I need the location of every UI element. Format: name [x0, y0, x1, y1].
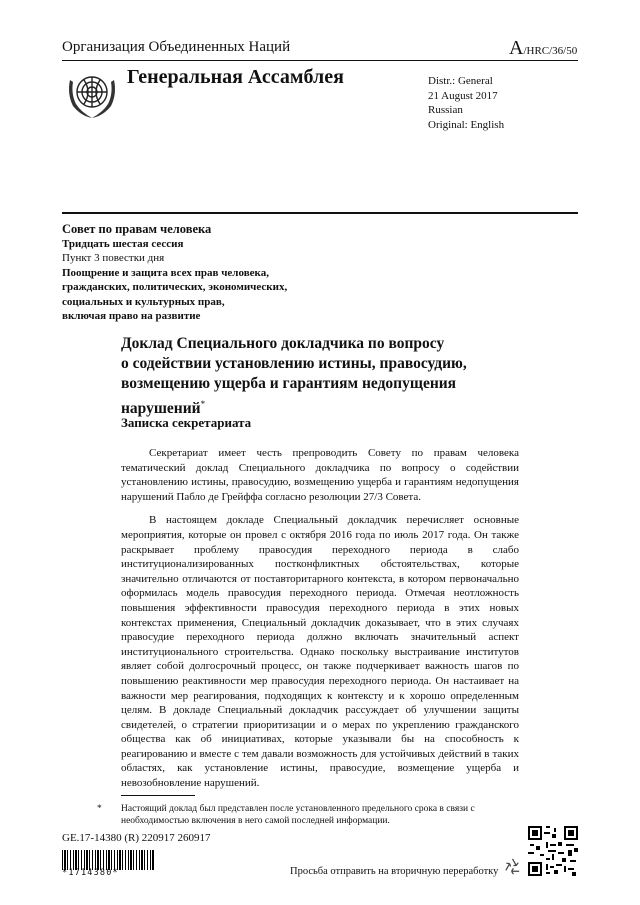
header-rule: [62, 60, 578, 61]
agenda-topic-line: гражданских, политических, экономических,: [62, 281, 288, 293]
qr-code-icon: [528, 826, 578, 876]
un-emblem-icon: [64, 66, 120, 122]
agenda-topic-line: Поощрение и защита всех прав человека,: [62, 266, 269, 279]
agenda-topic-line: включая право на развитие: [62, 310, 201, 322]
footnote-rule: [121, 795, 195, 796]
footnote-marker: *: [200, 399, 206, 409]
job-number: GE.17-14380 (R) 220917 260917: [62, 832, 211, 844]
footnote-marker: *: [97, 804, 102, 814]
body-text: [121, 446, 519, 800]
body-paragraph: Секретариат имеет честь препроводить Совету по правам человека тематический доклад Специального докладчика по вопросу о содействии установлению истины, правосудию, возмещению ущерба и гарантиям недопущения нарушений Пабло де Грейффа согласно резолюции 27/3 Совета.: [121, 447, 519, 503]
original-language-line: Original: English: [428, 118, 505, 131]
agenda-block: [62, 222, 287, 324]
language-line: Russian: [428, 104, 463, 116]
recycle-icon: [503, 857, 522, 876]
recycle-note: Просьба отправить на вторичную переработку: [290, 866, 499, 877]
report-title-line: возмещению ущерба и гарантиям недопущения: [121, 375, 457, 392]
distribution-block: [428, 74, 504, 132]
barcode: [62, 850, 154, 870]
report-title-line: Доклад Специального докладчика по вопросу: [121, 335, 445, 352]
footnote: [97, 803, 522, 827]
agenda-topic-line: социальных и культурных прав,: [62, 295, 225, 308]
heading-rule: [62, 212, 578, 214]
report-title-line: нарушений: [121, 400, 201, 418]
agenda-item-line: Пункт 3 повестки дня: [62, 252, 165, 264]
session-line: Тридцать шестая сессия: [62, 237, 184, 250]
barcode-digits: *1714380*: [62, 868, 119, 878]
footnote-text: Настоящий доклад был представлен после установленного предельного срока в связи с необходимостью включения в него самой последней информации.: [121, 804, 475, 827]
report-title-line: о содействии установлению истины, правосудию,: [121, 355, 467, 372]
council-name: Совет по правам человека: [62, 222, 212, 236]
date-line: 21 August 2017: [428, 89, 498, 102]
symbol-code: /HRC/36/50: [523, 45, 578, 57]
symbol-letter: A: [509, 37, 524, 59]
distr-line: Distr.: General: [428, 75, 493, 87]
assembly-title: Генеральная Ассамблея: [127, 66, 344, 88]
document-symbol: [509, 37, 577, 60]
report-title: [121, 334, 521, 419]
organization-name: Организация Объединенных Наций: [62, 39, 291, 55]
body-paragraph: В настоящем докладе Специальный докладчик перечисляет основные мероприятия, которые он провел с октября 2016 года по июль 2017 года. Он также раскрывает проблему правосудия переходного периода в слабо институционализированных постконфликтных обстоятельствах, которые значительно отличаются от поставторитарного контекста, в котором первоначально оформилась модель правосудия переходного периода. Отмечая неотложность повышения эффективности правосудия переходного периода в этих новых контекстах применения, Специальный докладчик доказывает, что в этих случаях правосудие переходного периода должно включать значительный аспект институционального строительства. Однако поскольку выстраивание институтов являет собой долгосрочный процесс, он также подчеркивает важность шагов по повышению реактивности мер правосудия переходного периода. Он настаивает на важности мер реагирования, подходящих к контексту и к хорошо определенным целям. В докладе Специальный докладчик рассуждает об улучшении защиты свидетелей, о стратегии приоритизации и о мерах по укреплению гражданского общества как об инициативах, которые указывали бы на способность к реагированию и вместе с тем давали возможность для устойчивых действий в таких областях, как установление истины, правосудие, возмещение ущерба и невозобновление нарушений.: [121, 514, 519, 790]
note-heading: Записка секретариата: [121, 415, 252, 430]
